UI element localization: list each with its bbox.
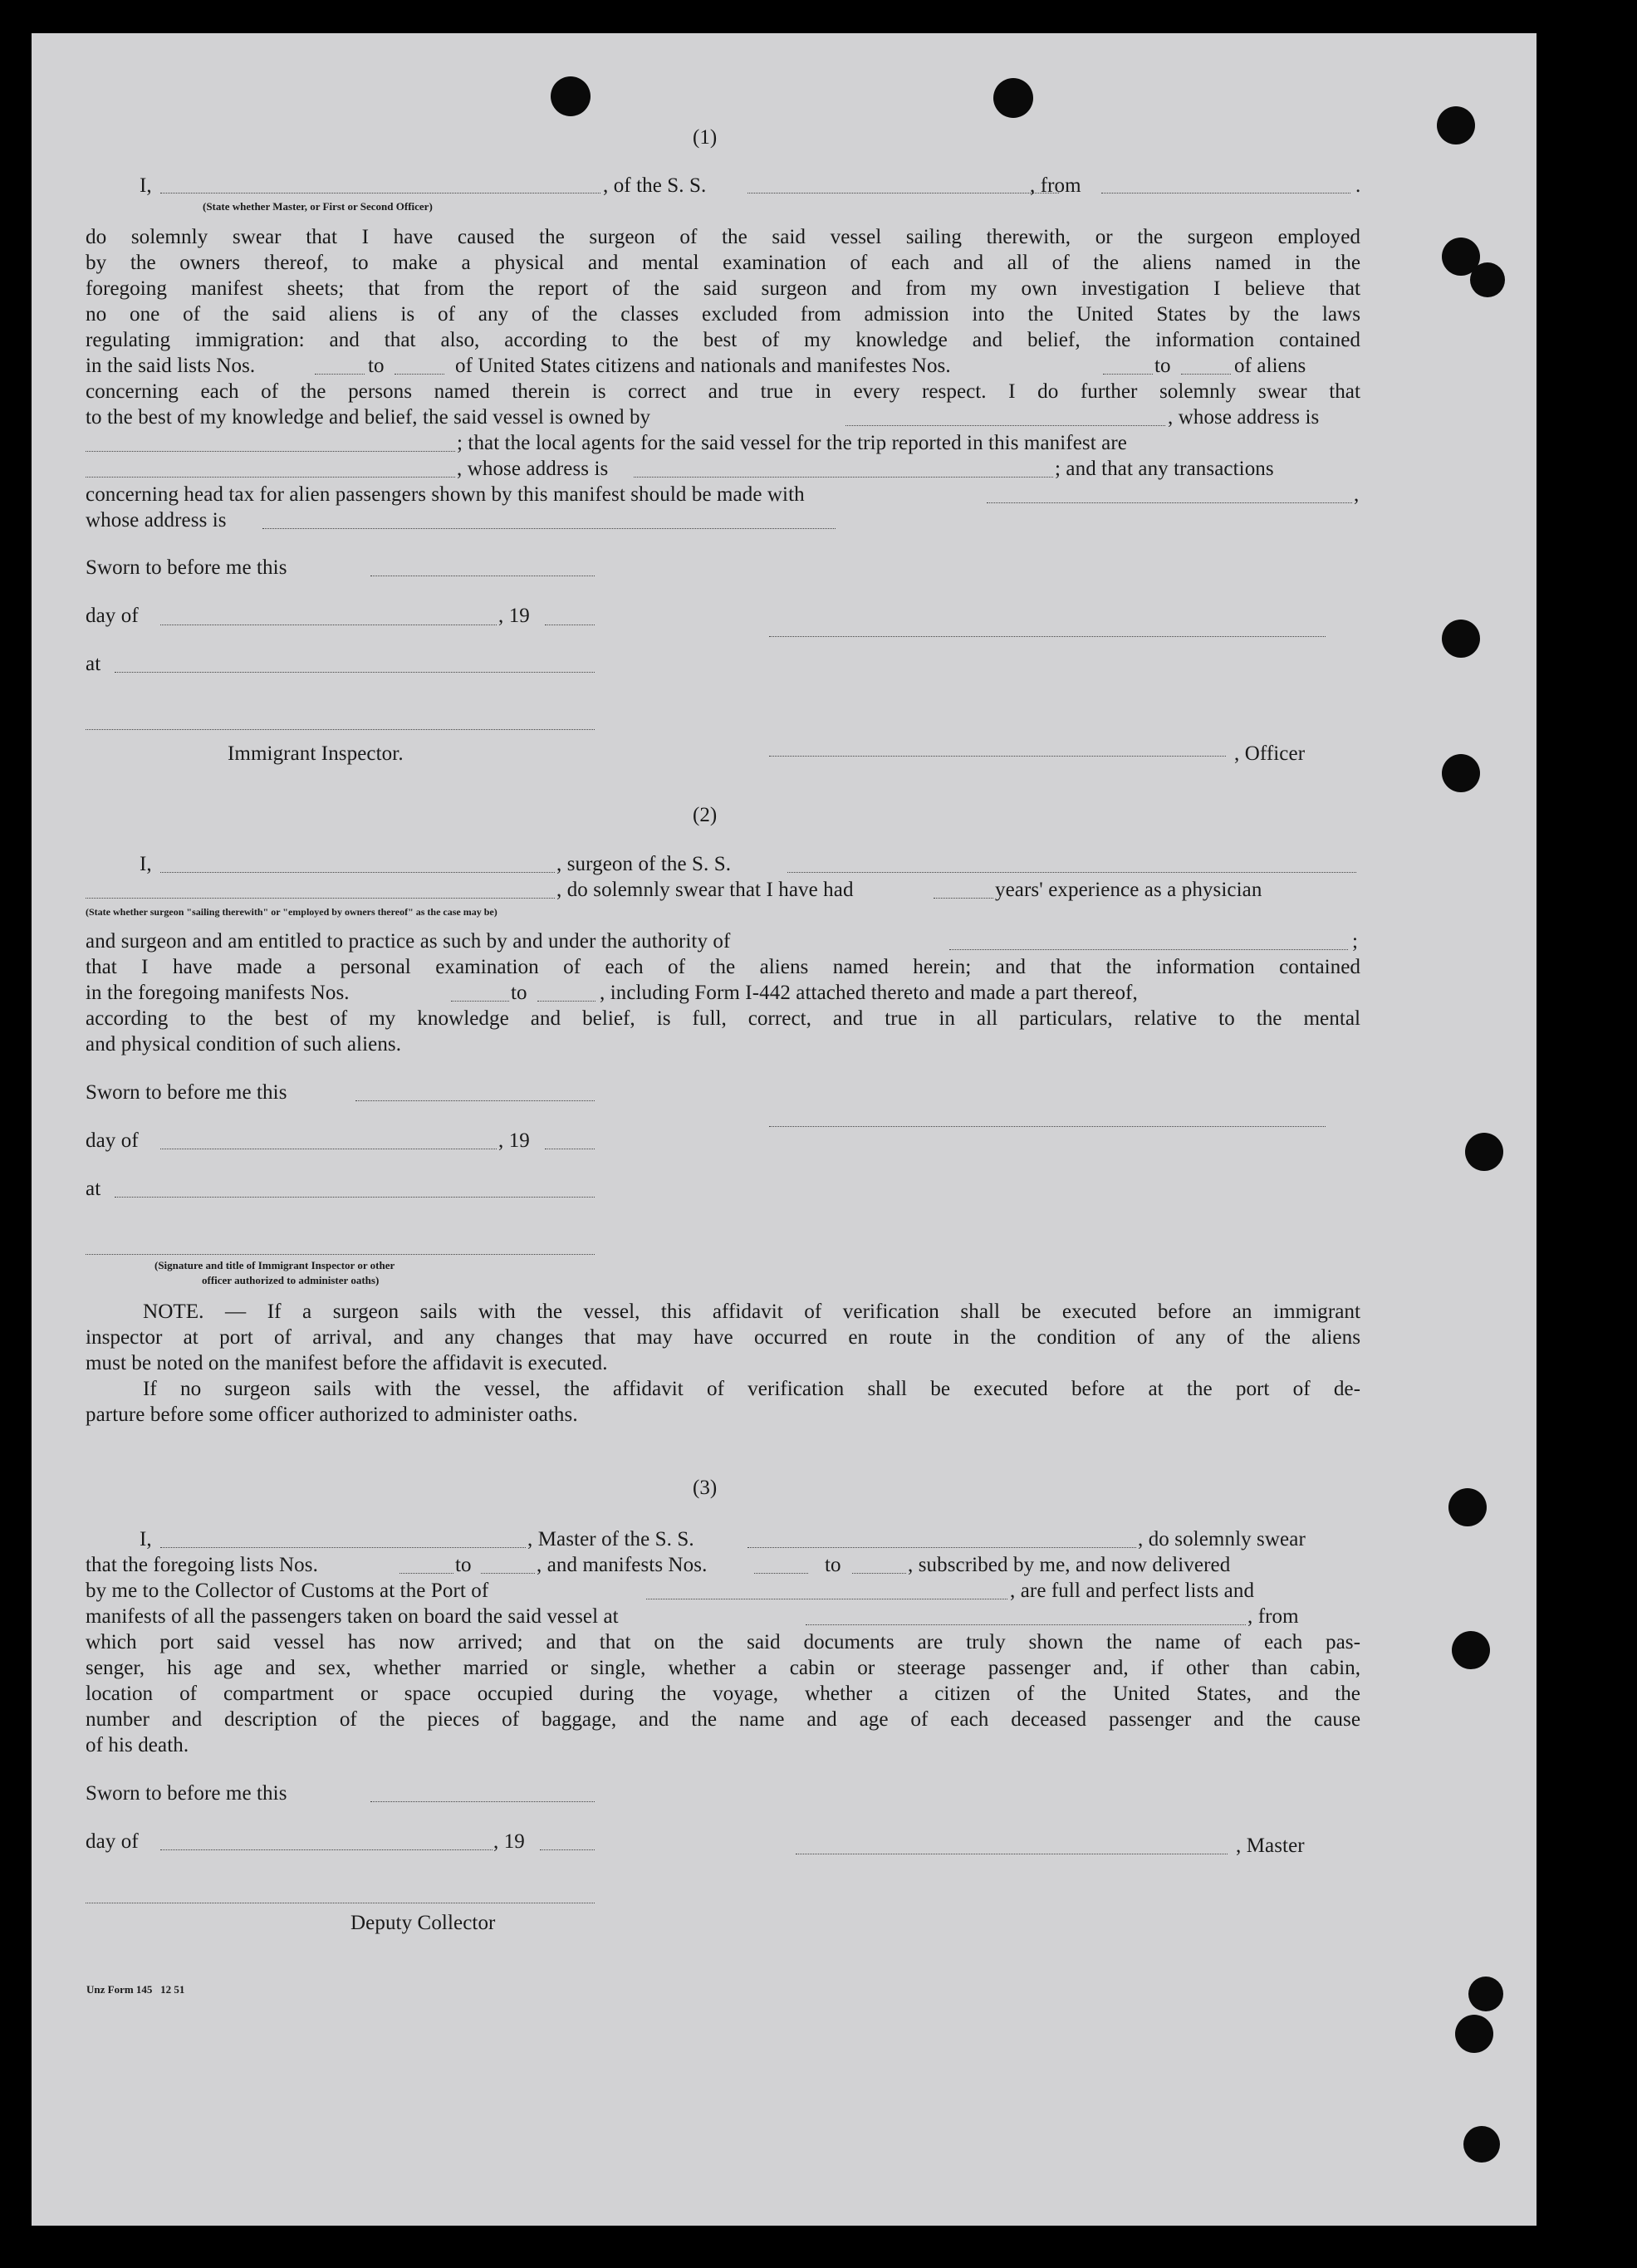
s2-manifests-nos: in the foregoing manifests Nos. [86, 982, 350, 1004]
s3-para-line-1: which port said vessel has now arrived; and that on the said documents are truly shown the name of each pas- [86, 1631, 1360, 1653]
s1-local-agents: ; that the local agents for the said vessel for the trip reported in this manifest are [457, 432, 1127, 454]
punch-hole [1463, 2126, 1500, 2163]
s2-surgeon-signature-line[interactable] [769, 1126, 1326, 1127]
s1-para-line-4: no one of the said aliens is of any of the classes excluded from admission into the United States by the laws [86, 303, 1360, 326]
s2-swear: , do solemnly swear that I have had [556, 879, 854, 901]
s3-dayof: day of [86, 1830, 139, 1853]
s1-inspector-signature-line[interactable] [86, 729, 595, 730]
s2-to: to [511, 982, 527, 1004]
s1-at: at [86, 653, 101, 675]
s1-whose-address-1: , whose address is [1168, 406, 1320, 429]
punch-hole [1442, 620, 1480, 658]
s1-nineteen: , 19 [498, 605, 530, 627]
lists-from-field[interactable] [315, 374, 365, 375]
s2-at: at [86, 1178, 101, 1200]
s3-taken-on-board: manifests of all the passengers taken on board the said vessel at [86, 1605, 619, 1628]
s1-para-line-3: foregoing manifest sheets; that from the report of the said surgeon and from my own investigation I believe that [86, 277, 1360, 300]
s2-physician: years' experience as a physician [995, 879, 1262, 901]
s2-sworn-field[interactable] [355, 1100, 595, 1101]
s1-sworn: Sworn to before me this [86, 556, 287, 579]
s3-para-line-3: location of compartment or space occupied during the voyage, whether a citizen of the United States, and the [86, 1683, 1360, 1705]
s3-lists-nos: that the foregoing lists Nos. [86, 1554, 318, 1576]
s2-inspector-signature-line[interactable] [86, 1254, 595, 1255]
s1-owned-by: to the best of my knowledge and belief, the said vessel is owned by [86, 406, 651, 429]
s2-note-line-1: NOTE. — If a surgeon sails with the vessel, this affidavit of verification shall be executed before an immigrant [143, 1301, 1360, 1323]
form-page [32, 33, 1537, 2226]
s1-dayof: day of [86, 605, 139, 627]
s2-manifests-from-field[interactable] [451, 1001, 509, 1002]
s2-i: I, [140, 853, 152, 875]
s3-lists-from-field[interactable] [399, 1573, 453, 1574]
punch-hole [1470, 262, 1505, 297]
s3-ship-field[interactable] [747, 1547, 1136, 1548]
master-name-field[interactable] [160, 1547, 526, 1548]
s3-nineteen: , 19 [493, 1830, 525, 1853]
s1-head-tax: concerning head tax for alien passengers shown by this manifest should be made with [86, 483, 805, 506]
s2-sworn: Sworn to before me this [86, 1081, 287, 1104]
s1-transactions: ; and that any transactions [1055, 458, 1274, 480]
s3-manifests-from-field[interactable] [754, 1573, 808, 1574]
s1-line-1 [140, 173, 152, 198]
s2-manifests-to-field[interactable] [537, 1001, 595, 1002]
s3-manifests-nos: , and manifests Nos. [537, 1554, 708, 1576]
surgeon-status-note: (State whether surgeon "sailing therewith" or "employed by owners thereof" as the case may be) [86, 906, 497, 918]
owner-field[interactable] [845, 425, 1165, 426]
punch-hole [1442, 754, 1480, 792]
lists-to-field[interactable] [395, 374, 444, 375]
s2-signature-note-2: officer authorized to administer oaths) [202, 1274, 380, 1286]
s3-last-line: of his death. [86, 1734, 189, 1756]
s1-citizens-text: of United States citizens and nationals and manifestes Nos. [455, 355, 951, 377]
s3-para-line-4: number and description of the pieces of baggage, and the name and age of each deceased passenger and the cause [86, 1708, 1360, 1731]
s1-comma: , [1354, 483, 1360, 506]
s1-officer-label: , Officer [1234, 742, 1306, 765]
s2-note-line-5: parture before some officer authorized to administer oaths. [86, 1403, 578, 1426]
s3-to-1: to [455, 1554, 472, 1576]
s1-para-line-1: do solemnly swear that I have caused the surgeon of the said vessel sailing therewith, or the surgeon employed [86, 226, 1360, 248]
punch-hole [1452, 1631, 1490, 1669]
surgeon-name-field[interactable] [160, 872, 555, 873]
form-number: Unz Form 145 12 51 [86, 1983, 185, 1996]
punch-hole [551, 76, 591, 116]
s1-to-1: to [368, 355, 385, 377]
s1-para-line-5: regulating immigration: and that also, according to the best of my knowledge and belief, the information contained [86, 329, 1360, 351]
punch-hole [993, 78, 1033, 118]
punch-hole [1455, 2015, 1493, 2053]
s3-deputy-collector: Deputy Collector [350, 1912, 496, 1934]
punch-hole [1465, 1133, 1503, 1171]
s2-note-line-3: must be noted on the manifest before the affidavit is executed. [86, 1352, 608, 1374]
s1-para-line-2: by the owners thereof, to make a physical and mental examination of each and all of the aliens named in the [86, 252, 1360, 274]
s3-from: , from [1247, 1605, 1299, 1628]
s1-whose-address-3: whose address is [86, 509, 227, 531]
agents-field[interactable] [86, 477, 455, 478]
s1-whose-address-2: , whose address is [457, 458, 609, 480]
s3-sworn: Sworn to before me this [86, 1782, 287, 1805]
s2-semicolon: ; [1352, 930, 1359, 953]
s3-to-2: to [825, 1554, 841, 1576]
officer-rank-note: (State whether Master, or First or Second Officer) [203, 200, 433, 213]
s3-lists-to-field[interactable] [481, 1573, 535, 1574]
manifests-to-field[interactable] [1181, 374, 1231, 375]
s2-dayof: day of [86, 1129, 139, 1152]
s1-i: I, [140, 174, 152, 197]
head-tax-address-field[interactable] [262, 528, 836, 529]
punch-hole [1468, 1977, 1503, 2011]
authority-field[interactable] [949, 949, 1348, 950]
s1-immigrant-inspector: Immigrant Inspector. [228, 742, 404, 765]
s1-to-2: to [1154, 355, 1171, 377]
s2-line-7: and physical condition of such aliens. [86, 1033, 402, 1056]
s3-swear: , do solemnly swear [1138, 1528, 1306, 1550]
surgeon-status-field[interactable] [86, 898, 555, 899]
s2-note-line-2: inspector at port of arrival, and any changes that may have occurred en route in the condition of any of the aliens [86, 1326, 1360, 1349]
boarding-port-field[interactable] [806, 1624, 1246, 1625]
s1-ss-label: , of the S. S. [603, 174, 707, 197]
punch-hole [1437, 106, 1475, 145]
section-1-number: (1) [693, 126, 718, 149]
manifests-from-field[interactable] [1103, 374, 1153, 375]
s2-including: , including Form I-442 attached thereto and made a part thereof, [600, 982, 1138, 1004]
s2-signature-note-1: (Signature and title of Immigrant Inspector or other [154, 1259, 395, 1271]
s2-line-4: that I have made a personal examination of each of the aliens named herein; and that the information contained [86, 956, 1360, 978]
s2-at-field[interactable] [115, 1197, 595, 1198]
owner-address-field[interactable] [86, 451, 455, 452]
s1-officer-signature-line[interactable] [769, 636, 1326, 637]
s3-day-field[interactable] [160, 1849, 493, 1850]
agents-address-field[interactable] [634, 477, 1053, 478]
s1-period: . [1355, 174, 1361, 197]
s3-master-label: , Master [1236, 1834, 1305, 1857]
punch-hole [1448, 1488, 1487, 1526]
section-3-number: (3) [693, 1477, 718, 1499]
s3-i: I, [140, 1528, 152, 1550]
s1-officer-line-2[interactable] [769, 756, 1226, 757]
s3-para-line-2: senger, his age and sex, whether married or single, whether a cabin or steerage passenger and, if other than cabin, [86, 1657, 1360, 1679]
s2-nineteen: , 19 [498, 1129, 530, 1152]
s3-collector: by me to the Collector of Customs at the Port of [86, 1580, 489, 1602]
s1-from-label: , from [1030, 174, 1081, 197]
s2-line-6: according to the best of my knowledge and belief, is full, correct, and true in all particulars, relative to the mental [86, 1007, 1360, 1030]
s2-surgeon-of: , surgeon of the S. S. [556, 853, 732, 875]
s3-master-of: , Master of the S. S. [527, 1528, 694, 1550]
s3-subscribed: , subscribed by me, and now delivered [908, 1554, 1231, 1576]
s3-sworn-field[interactable] [370, 1801, 595, 1802]
years-experience-field[interactable] [934, 898, 993, 899]
s1-of-aliens: of aliens [1234, 355, 1306, 377]
s3-manifests-to-field[interactable] [852, 1573, 906, 1574]
s1-at-field[interactable] [115, 672, 595, 673]
section-2-number: (2) [693, 804, 718, 826]
s3-year-field[interactable] [540, 1849, 595, 1850]
s1-lists-nos: in the said lists Nos. [86, 355, 256, 377]
s2-ship-field[interactable] [787, 872, 1356, 873]
s3-full-lists: , are full and perfect lists and [1010, 1580, 1255, 1602]
s2-authority: and surgeon and am entitled to practice as such by and under the authority of [86, 930, 731, 953]
s2-note-line-4: If no surgeon sails with the vessel, the affidavit of verification shall be executed before at the port of de- [143, 1378, 1360, 1400]
s1-line-7: concerning each of the persons named therein is correct and true in every respect. I do further solemnly swear that [86, 380, 1360, 403]
head-tax-contact-field[interactable] [987, 502, 1352, 503]
